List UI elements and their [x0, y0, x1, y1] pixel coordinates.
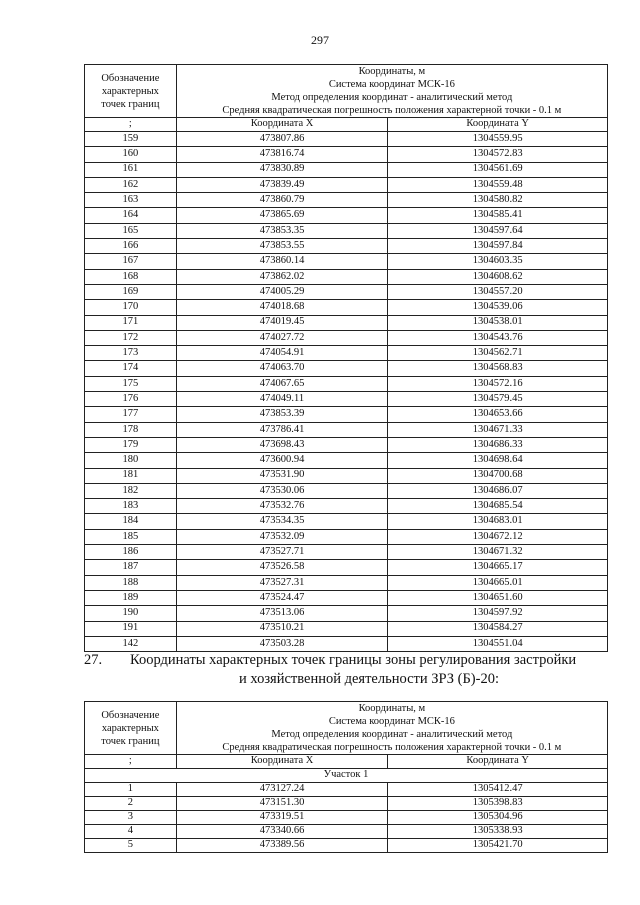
- coord-method: Метод определения координат - аналитический метод: [271, 729, 513, 740]
- coord-x: 473531.90: [176, 468, 388, 483]
- coord-x: 473510.21: [176, 621, 388, 636]
- coord-x: 474067.65: [176, 376, 388, 391]
- coord-error: Средняя квадратическая погрешность положения характерной точки - 0.1 м: [222, 105, 562, 116]
- coord-y: 1305304.96: [388, 811, 608, 825]
- coord-y: 1305412.47: [388, 783, 608, 797]
- table-row: [85, 223, 608, 238]
- parcel-label: Участок 1: [85, 769, 608, 783]
- coord-x: 473860.14: [176, 254, 388, 269]
- table-row: [85, 839, 608, 853]
- table-row: [85, 606, 608, 621]
- col-x-header: Координата X: [176, 118, 388, 132]
- coord-x: 473530.06: [176, 483, 388, 498]
- table-row: [85, 392, 608, 407]
- point-number: 190: [85, 606, 177, 621]
- coord-y: 1304559.48: [388, 177, 608, 192]
- table-row: [85, 514, 608, 529]
- section-title-line1: Координаты характерных точек границы зоны регулирования застройки: [130, 652, 577, 668]
- point-number: 142: [85, 636, 177, 651]
- table-row: [85, 453, 608, 468]
- coord-y: 1304651.60: [388, 590, 608, 605]
- point-number: 188: [85, 575, 177, 590]
- coord-y: 1304579.45: [388, 392, 608, 407]
- coord-y: 1305338.93: [388, 825, 608, 839]
- coord-y: 1304671.32: [388, 545, 608, 560]
- table-row: [85, 284, 608, 299]
- coord-system: Система координат МСК-16: [328, 79, 455, 90]
- coord-x: 473862.02: [176, 269, 388, 284]
- coordinates-header: [176, 702, 607, 755]
- point-number: 168: [85, 269, 177, 284]
- coord-y: 1304572.83: [388, 147, 608, 162]
- coord-x: 474027.72: [176, 330, 388, 345]
- point-number: 185: [85, 529, 177, 544]
- coord-x: 473389.56: [176, 839, 388, 853]
- coord-y: 1304608.62: [388, 269, 608, 284]
- coord-y: 1304597.84: [388, 239, 608, 254]
- table-row: [85, 545, 608, 560]
- coords-title: Координаты, м: [358, 703, 426, 714]
- table-row: [85, 621, 608, 636]
- table-row: [85, 193, 608, 208]
- coord-x: 473503.28: [176, 636, 388, 651]
- coord-x: 473865.69: [176, 208, 388, 223]
- col-x-header: Координата X: [176, 755, 388, 769]
- coord-y: 1305421.70: [388, 839, 608, 853]
- point-number: 3: [85, 811, 177, 825]
- coord-y: 1304698.64: [388, 453, 608, 468]
- point-number: 159: [85, 132, 177, 147]
- table-row: [85, 162, 608, 177]
- coord-x: 473839.49: [176, 177, 388, 192]
- point-number: 5: [85, 839, 177, 853]
- table-row: [85, 300, 608, 315]
- coord-y: 1304671.33: [388, 422, 608, 437]
- coord-x: 473513.06: [176, 606, 388, 621]
- coord-x: 473807.86: [176, 132, 388, 147]
- coord-x: 473534.35: [176, 514, 388, 529]
- designation-line: Обозначение: [101, 72, 160, 84]
- coord-x: 473853.55: [176, 239, 388, 254]
- coord-y: 1304686.07: [388, 483, 608, 498]
- table-row: [85, 797, 608, 811]
- point-number: 172: [85, 330, 177, 345]
- point-number: 160: [85, 147, 177, 162]
- table-row: [85, 590, 608, 605]
- coordinates-table-2: [84, 701, 608, 853]
- point-number: 189: [85, 590, 177, 605]
- point-number: 173: [85, 346, 177, 361]
- table-row: [85, 407, 608, 422]
- table-row: [85, 529, 608, 544]
- designation-line: Обозначение: [101, 709, 160, 721]
- column-header-row: [85, 755, 608, 769]
- point-number: 164: [85, 208, 177, 223]
- point-number: 175: [85, 376, 177, 391]
- coord-x: 473527.31: [176, 575, 388, 590]
- coord-x: 473127.24: [176, 783, 388, 797]
- table-header-row: [85, 702, 608, 755]
- coord-y: 1304683.01: [388, 514, 608, 529]
- coord-x: 474063.70: [176, 361, 388, 376]
- designation-header: [85, 702, 177, 755]
- coord-y: 1304557.20: [388, 284, 608, 299]
- point-number: 184: [85, 514, 177, 529]
- coord-y: 1304539.06: [388, 300, 608, 315]
- coords-title: Координаты, м: [358, 66, 426, 77]
- coord-x: 474049.11: [176, 392, 388, 407]
- table-row: [85, 437, 608, 452]
- designation-line: характерных: [101, 85, 159, 97]
- table-row: [85, 499, 608, 514]
- column-header-row: [85, 118, 608, 132]
- coord-y: 1304585.41: [388, 208, 608, 223]
- point-number: 181: [85, 468, 177, 483]
- coord-y: 1304562.71: [388, 346, 608, 361]
- point-number: 177: [85, 407, 177, 422]
- point-number: 176: [85, 392, 177, 407]
- point-number: 180: [85, 453, 177, 468]
- point-number: 183: [85, 499, 177, 514]
- coord-y: 1304568.83: [388, 361, 608, 376]
- coord-x: 473816.74: [176, 147, 388, 162]
- coord-x: 473532.09: [176, 529, 388, 544]
- col-y-header: Координата Y: [388, 755, 608, 769]
- table-row: [85, 376, 608, 391]
- coord-x: 474018.68: [176, 300, 388, 315]
- coord-x: 473527.71: [176, 545, 388, 560]
- point-number: 166: [85, 239, 177, 254]
- point-number: 171: [85, 315, 177, 330]
- coord-y: 1304700.68: [388, 468, 608, 483]
- table-row: [85, 811, 608, 825]
- point-number: 182: [85, 483, 177, 498]
- page-number: 297: [311, 33, 329, 47]
- table-row: [85, 208, 608, 223]
- coord-y: 1304686.33: [388, 437, 608, 452]
- coord-error: Средняя квадратическая погрешность положения характерной точки - 0.1 м: [222, 742, 562, 753]
- table-row: [85, 346, 608, 361]
- coord-y: 1304580.82: [388, 193, 608, 208]
- section-number: 27.: [84, 652, 103, 668]
- coord-x: 473853.35: [176, 223, 388, 238]
- designation-line: точек границ: [101, 98, 160, 110]
- coord-y: 1304665.01: [388, 575, 608, 590]
- coord-y: 1304584.27: [388, 621, 608, 636]
- coord-x: 473786.41: [176, 422, 388, 437]
- coord-y: 1304665.17: [388, 560, 608, 575]
- semicolon-cell: ;: [85, 118, 177, 132]
- coord-x: 473532.76: [176, 499, 388, 514]
- point-number: 165: [85, 223, 177, 238]
- section-title-line2: и хозяйственной деятельности ЗРЗ (Б)-20:: [239, 671, 499, 687]
- coord-y: 1304559.95: [388, 132, 608, 147]
- point-number: 170: [85, 300, 177, 315]
- coord-system: Система координат МСК-16: [328, 716, 455, 727]
- coord-x: 473830.89: [176, 162, 388, 177]
- coord-x: 473600.94: [176, 453, 388, 468]
- coord-y: 1304603.35: [388, 254, 608, 269]
- point-number: 169: [85, 284, 177, 299]
- parcel-row: [85, 769, 608, 783]
- point-number: 161: [85, 162, 177, 177]
- point-number: 187: [85, 560, 177, 575]
- table-row: [85, 422, 608, 437]
- coord-x: 473340.66: [176, 825, 388, 839]
- coord-y: 1304551.04: [388, 636, 608, 651]
- coord-y: 1304597.64: [388, 223, 608, 238]
- point-number: 1: [85, 783, 177, 797]
- table-row: [85, 177, 608, 192]
- table-row: [85, 783, 608, 797]
- table-row: [85, 636, 608, 651]
- table-row: [85, 361, 608, 376]
- coord-x: 473698.43: [176, 437, 388, 452]
- coord-x: 473319.51: [176, 811, 388, 825]
- coord-y: 1304538.01: [388, 315, 608, 330]
- coord-y: 1304543.76: [388, 330, 608, 345]
- table-row: [85, 239, 608, 254]
- point-number: 178: [85, 422, 177, 437]
- col-y-header: Координата Y: [388, 118, 608, 132]
- coord-y: 1304685.54: [388, 499, 608, 514]
- table-row: [85, 468, 608, 483]
- table-row: [85, 560, 608, 575]
- coord-y: 1304597.92: [388, 606, 608, 621]
- designation-line: точек границ: [101, 735, 160, 747]
- point-number: 179: [85, 437, 177, 452]
- coord-y: 1304672.12: [388, 529, 608, 544]
- table-row: [85, 132, 608, 147]
- point-number: 174: [85, 361, 177, 376]
- point-number: 191: [85, 621, 177, 636]
- table-row: [85, 575, 608, 590]
- coord-y: 1304561.69: [388, 162, 608, 177]
- table-row: [85, 254, 608, 269]
- coordinates-header: [176, 65, 607, 118]
- table-header-row: [85, 65, 608, 118]
- point-number: 162: [85, 177, 177, 192]
- designation-line: характерных: [101, 722, 159, 734]
- coord-x: 473526.58: [176, 560, 388, 575]
- point-number: 186: [85, 545, 177, 560]
- table-row: [85, 825, 608, 839]
- point-number: 163: [85, 193, 177, 208]
- coordinates-table-1: [84, 64, 608, 652]
- coord-x: 473524.47: [176, 590, 388, 605]
- table-row: [85, 315, 608, 330]
- point-number: 167: [85, 254, 177, 269]
- coord-y: 1304653.66: [388, 407, 608, 422]
- coord-x: 474054.91: [176, 346, 388, 361]
- point-number: 2: [85, 797, 177, 811]
- coord-method: Метод определения координат - аналитический метод: [271, 92, 513, 103]
- semicolon-cell: ;: [85, 755, 177, 769]
- coord-x: 474005.29: [176, 284, 388, 299]
- designation-header: [85, 65, 177, 118]
- coord-x: 473151.30: [176, 797, 388, 811]
- table-row: [85, 269, 608, 284]
- point-number: 4: [85, 825, 177, 839]
- section-heading: [84, 651, 608, 689]
- coord-x: 473860.79: [176, 193, 388, 208]
- table-row: [85, 147, 608, 162]
- coord-y: 1305398.83: [388, 797, 608, 811]
- table-row: [85, 483, 608, 498]
- coord-x: 474019.45: [176, 315, 388, 330]
- coord-x: 473853.39: [176, 407, 388, 422]
- table-row: [85, 330, 608, 345]
- coord-y: 1304572.16: [388, 376, 608, 391]
